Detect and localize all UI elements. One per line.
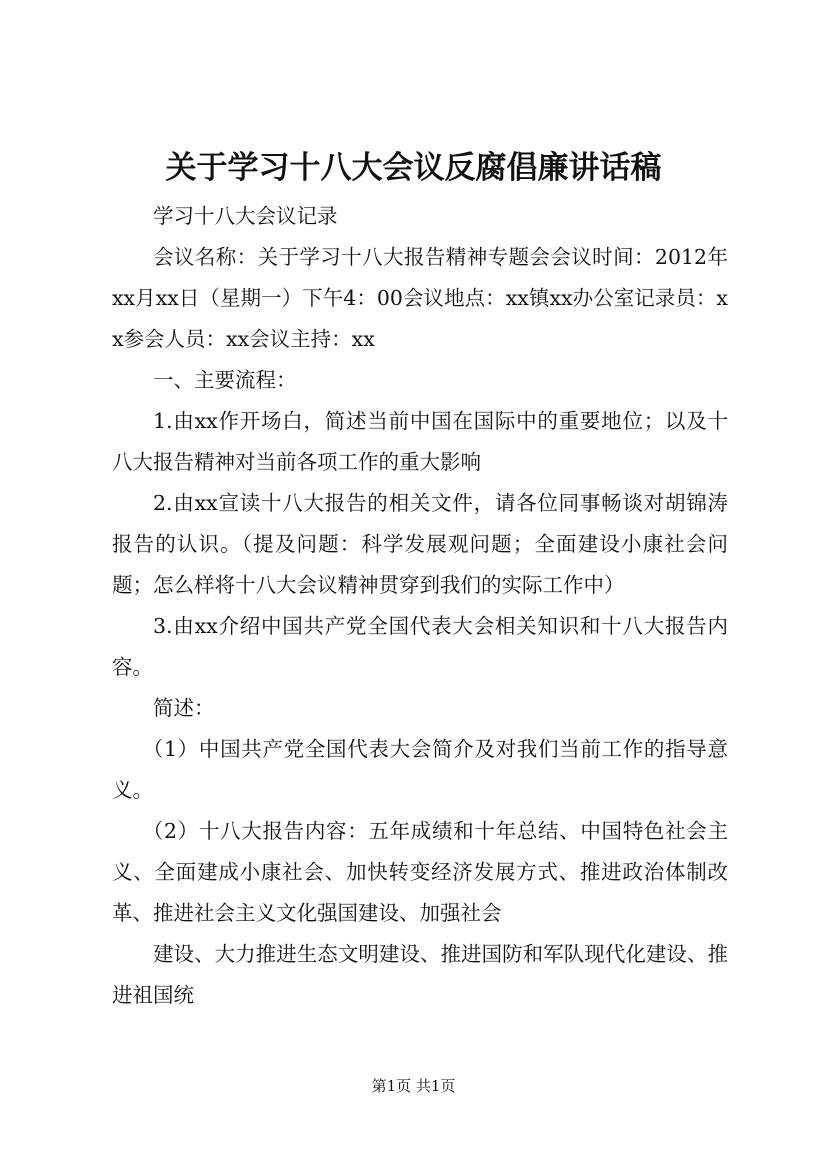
paragraph-step-1: 1.由xx作开场白，简述当前中国在国际中的重要地位；以及十八大报告精神对当前各项工作的重大影响 bbox=[112, 409, 728, 474]
paragraph-meeting-info: 会议名称：关于学习十八大报告精神专题会会议时间：2012年xx月xx日（星期一）下午4：00会议地点：xx镇xx办公室记录员：xx参会人员：xx会议主持：xx bbox=[112, 245, 728, 351]
page-number-footer: 第1页 共1页 bbox=[371, 1077, 456, 1095]
paragraph-meeting-record-heading: 学习十八大会议记录 bbox=[153, 204, 338, 228]
document-body bbox=[112, 196, 728, 1016]
paragraph-summary-item-2-continued: 建设、大力推进生态文明建设、推进国防和军队现代化建设、推进祖国统 bbox=[112, 942, 728, 1007]
paragraph-summary-item-1: （1）中国共产党全国代表大会简介及对我们当前工作的指导意义。 bbox=[112, 737, 728, 802]
document-title: 关于学习十八大会议反腐倡廉讲话稿 bbox=[165, 150, 662, 186]
paragraph-summary-heading: 简述： bbox=[153, 696, 215, 720]
paragraph-step-3: 3.由xx介绍中国共产党全国代表大会相关知识和十八大报告内容。 bbox=[112, 614, 728, 679]
paragraph-main-process-heading: 一、主要流程： bbox=[153, 368, 297, 392]
paragraph-summary-item-2: （2）十八大报告内容：五年成绩和十年总结、中国特色社会主义、全面建成小康社会、加快转变经济发展方式、推进政治体制改革、推进社会主义文化强国建设、加强社会 bbox=[112, 819, 728, 925]
paragraph-step-2: 2.由xx宣读十八大报告的相关文件，请各位同事畅谈对胡锦涛报告的认识。（提及问题：科学发展观问题；全面建设小康社会问题；怎么样将十八大会议精神贯穿到我们的实际工作中） bbox=[112, 491, 728, 597]
